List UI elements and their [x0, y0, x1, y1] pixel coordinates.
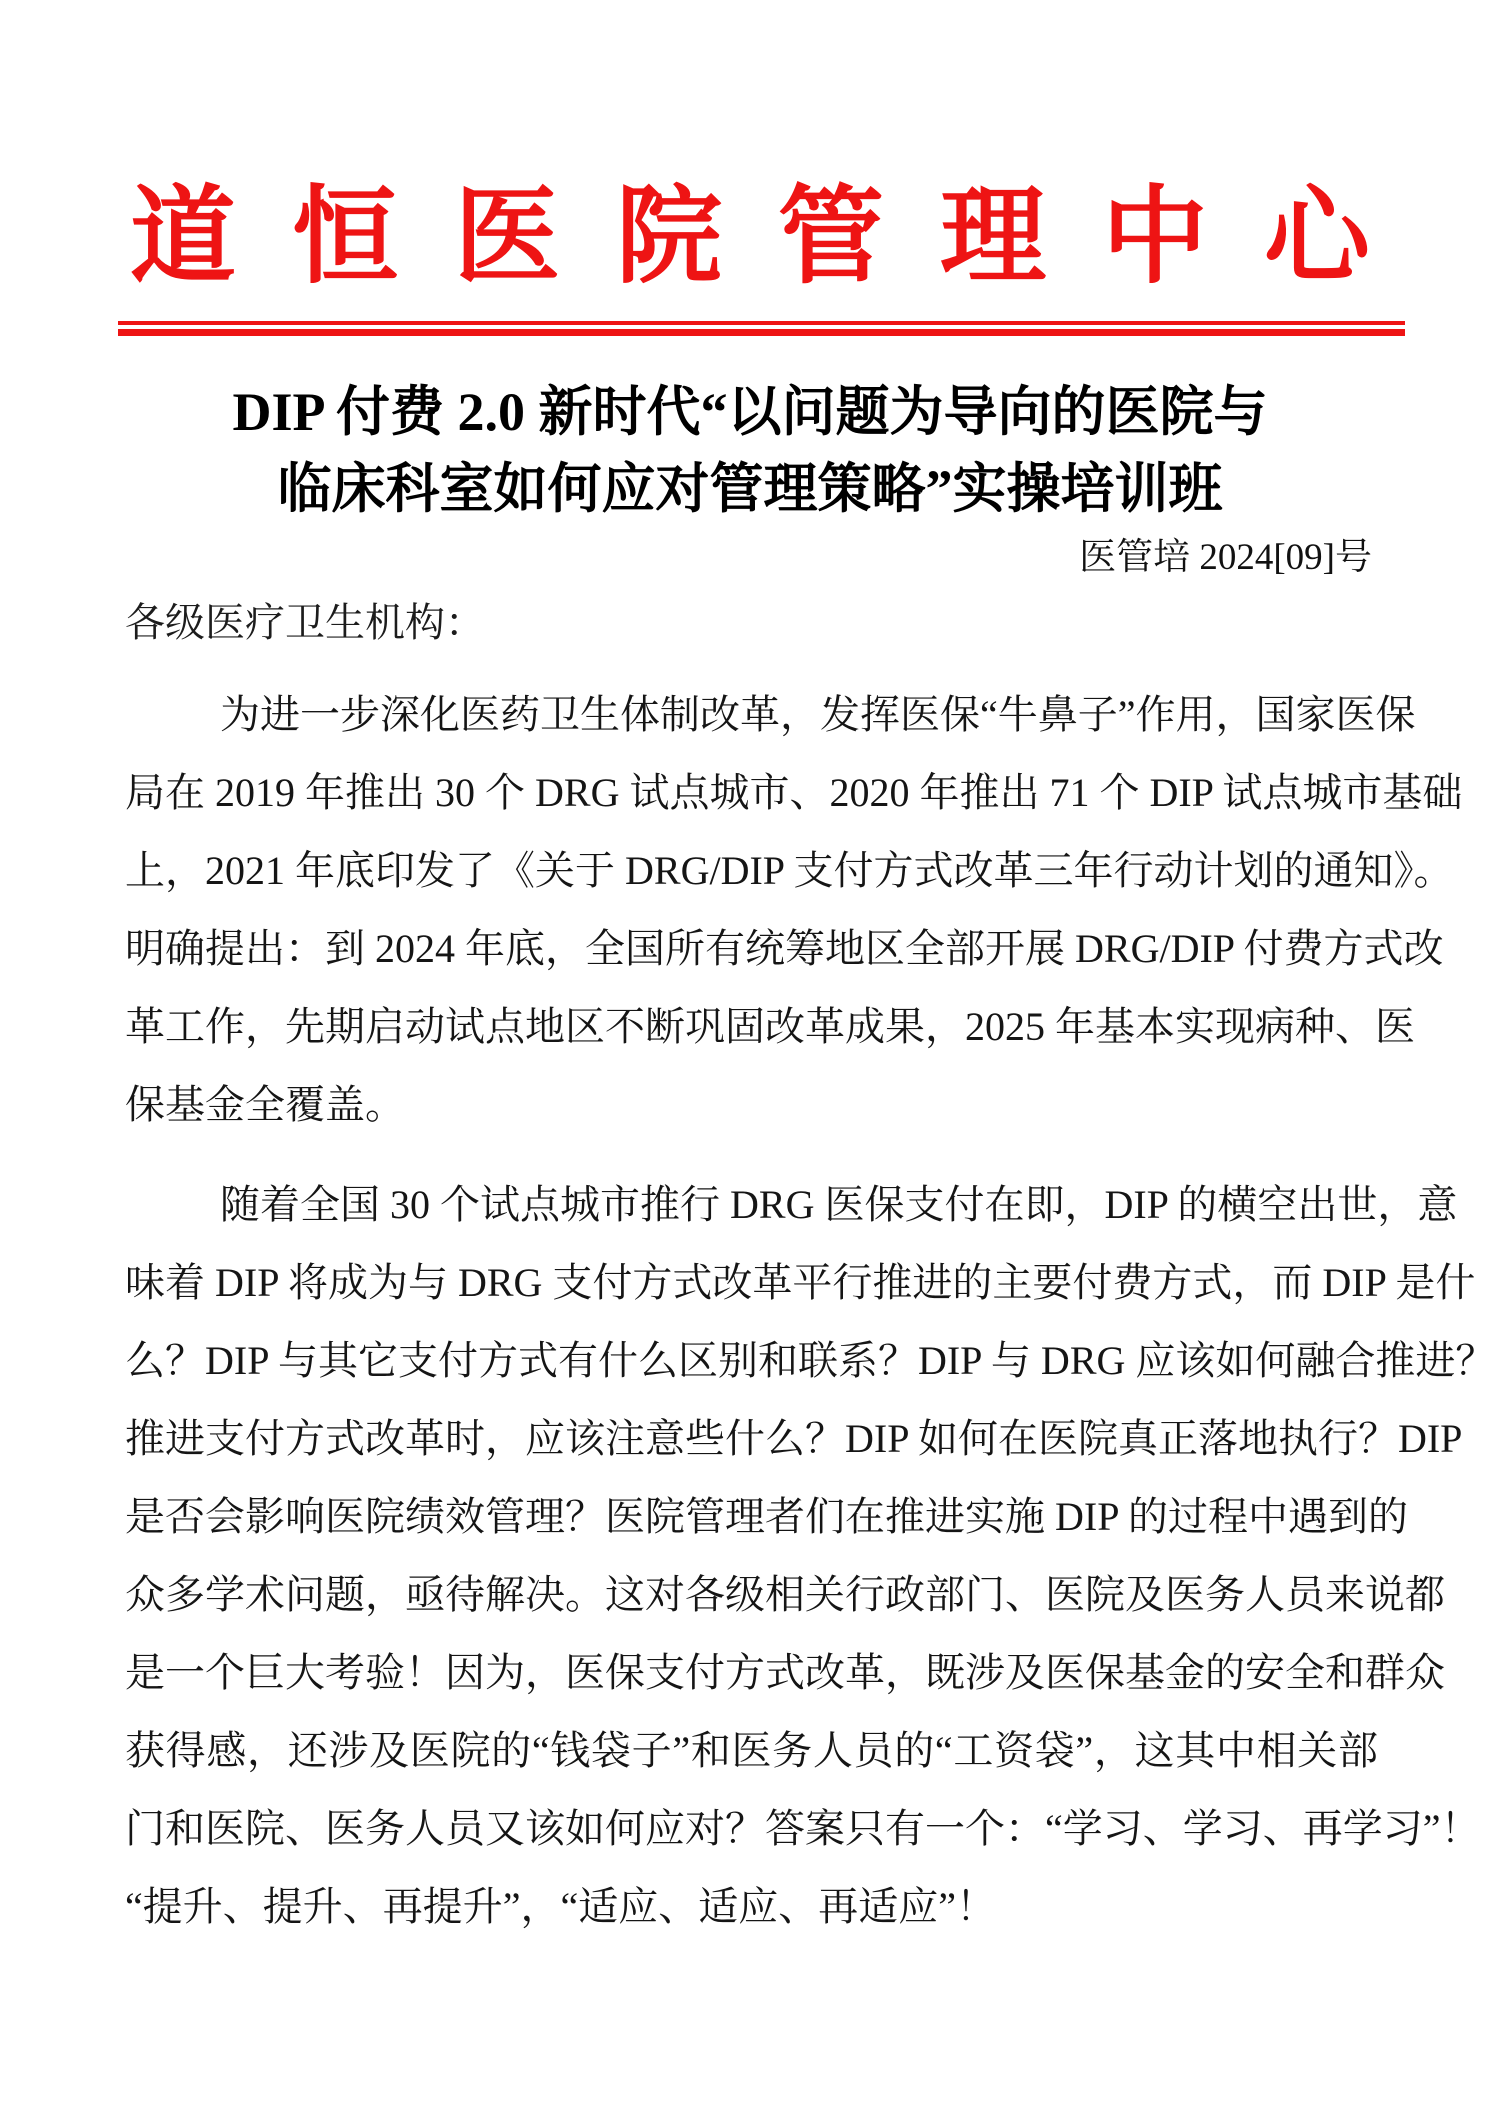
paragraph-1-line-3: 上，2021 年底印发了《关于 DRG/DIP 支付方式改革三年行动计划的通知》。	[125, 848, 1454, 893]
paragraph-2-line-3: 么？DIP 与其它支付方式有什么区别和联系？DIP 与 DRG 应该如何融合推进？	[125, 1338, 1496, 1383]
paragraph-1-line-2: 局在 2019 年推出 30 个 DRG 试点城市、2020 年推出 71 个 DIP 试点城市基础	[125, 770, 1463, 815]
body-paragraph-1	[125, 676, 1463, 1144]
body-paragraph-2	[125, 1166, 1496, 1946]
paragraph-1-line-1: 为进一步深化医药卫生体制改革，发挥医保“牛鼻子”作用，国家医保	[220, 692, 1416, 737]
paragraph-2-line-10: “提升、提升、再提升”，“适应、适应、再适应”！	[125, 1884, 997, 1929]
letterhead-org-name: 道恒医院管理中心	[130, 178, 1426, 296]
salutation-line: 各级医疗卫生机构：	[125, 600, 485, 645]
paragraph-2-line-1: 随着全国 30 个试点城市推行 DRG 医保支付在即，DIP 的横空出世，意	[220, 1182, 1458, 1227]
paragraph-2-line-9: 门和医院、医务人员又该如何应对？答案只有一个：“学习、学习、再学习”！	[125, 1806, 1481, 1851]
document-title-line-1: DIP 付费 2.0 新时代“以问题为导向的医院与	[232, 382, 1268, 442]
document-title	[0, 374, 1500, 528]
paragraph-1-line-4: 明确提出：到 2024 年底，全国所有统筹地区全部开展 DRG/DIP 付费方式改	[125, 926, 1444, 971]
paragraph-2-line-7: 是一个巨大考验！因为，医保支付方式改革，既涉及医保基金的安全和群众	[125, 1650, 1445, 1695]
paragraph-1-line-5: 革工作，先期启动试点地区不断巩固改革成果，2025 年基本实现病种、医	[125, 1004, 1415, 1049]
paragraph-2-line-5: 是否会影响医院绩效管理？医院管理者们在推进实施 DIP 的过程中遇到的	[125, 1494, 1408, 1539]
paragraph-2-line-4: 推进支付方式改革时，应该注意些什么？DIP 如何在医院真正落地执行？DIP	[125, 1416, 1463, 1461]
document-title-line-2: 临床科室如何应对管理策略”实操培训班	[277, 459, 1223, 519]
paragraph-2-line-8: 获得感，还涉及医院的“钱袋子”和医务人员的“工资袋”，这其中相关部	[125, 1728, 1378, 1773]
paragraph-2-line-2: 味着 DIP 将成为与 DRG 支付方式改革平行推进的主要付费方式，而 DIP 是什	[125, 1260, 1476, 1305]
letterhead-divider-line	[118, 321, 1405, 336]
document-reference-number: 医管培 2024[09]号	[1079, 537, 1372, 578]
paragraph-2-line-6: 众多学术问题，亟待解决。这对各级相关行政部门、医院及医务人员来说都	[125, 1572, 1445, 1617]
paragraph-1-line-6: 保基金全覆盖。	[125, 1082, 405, 1127]
